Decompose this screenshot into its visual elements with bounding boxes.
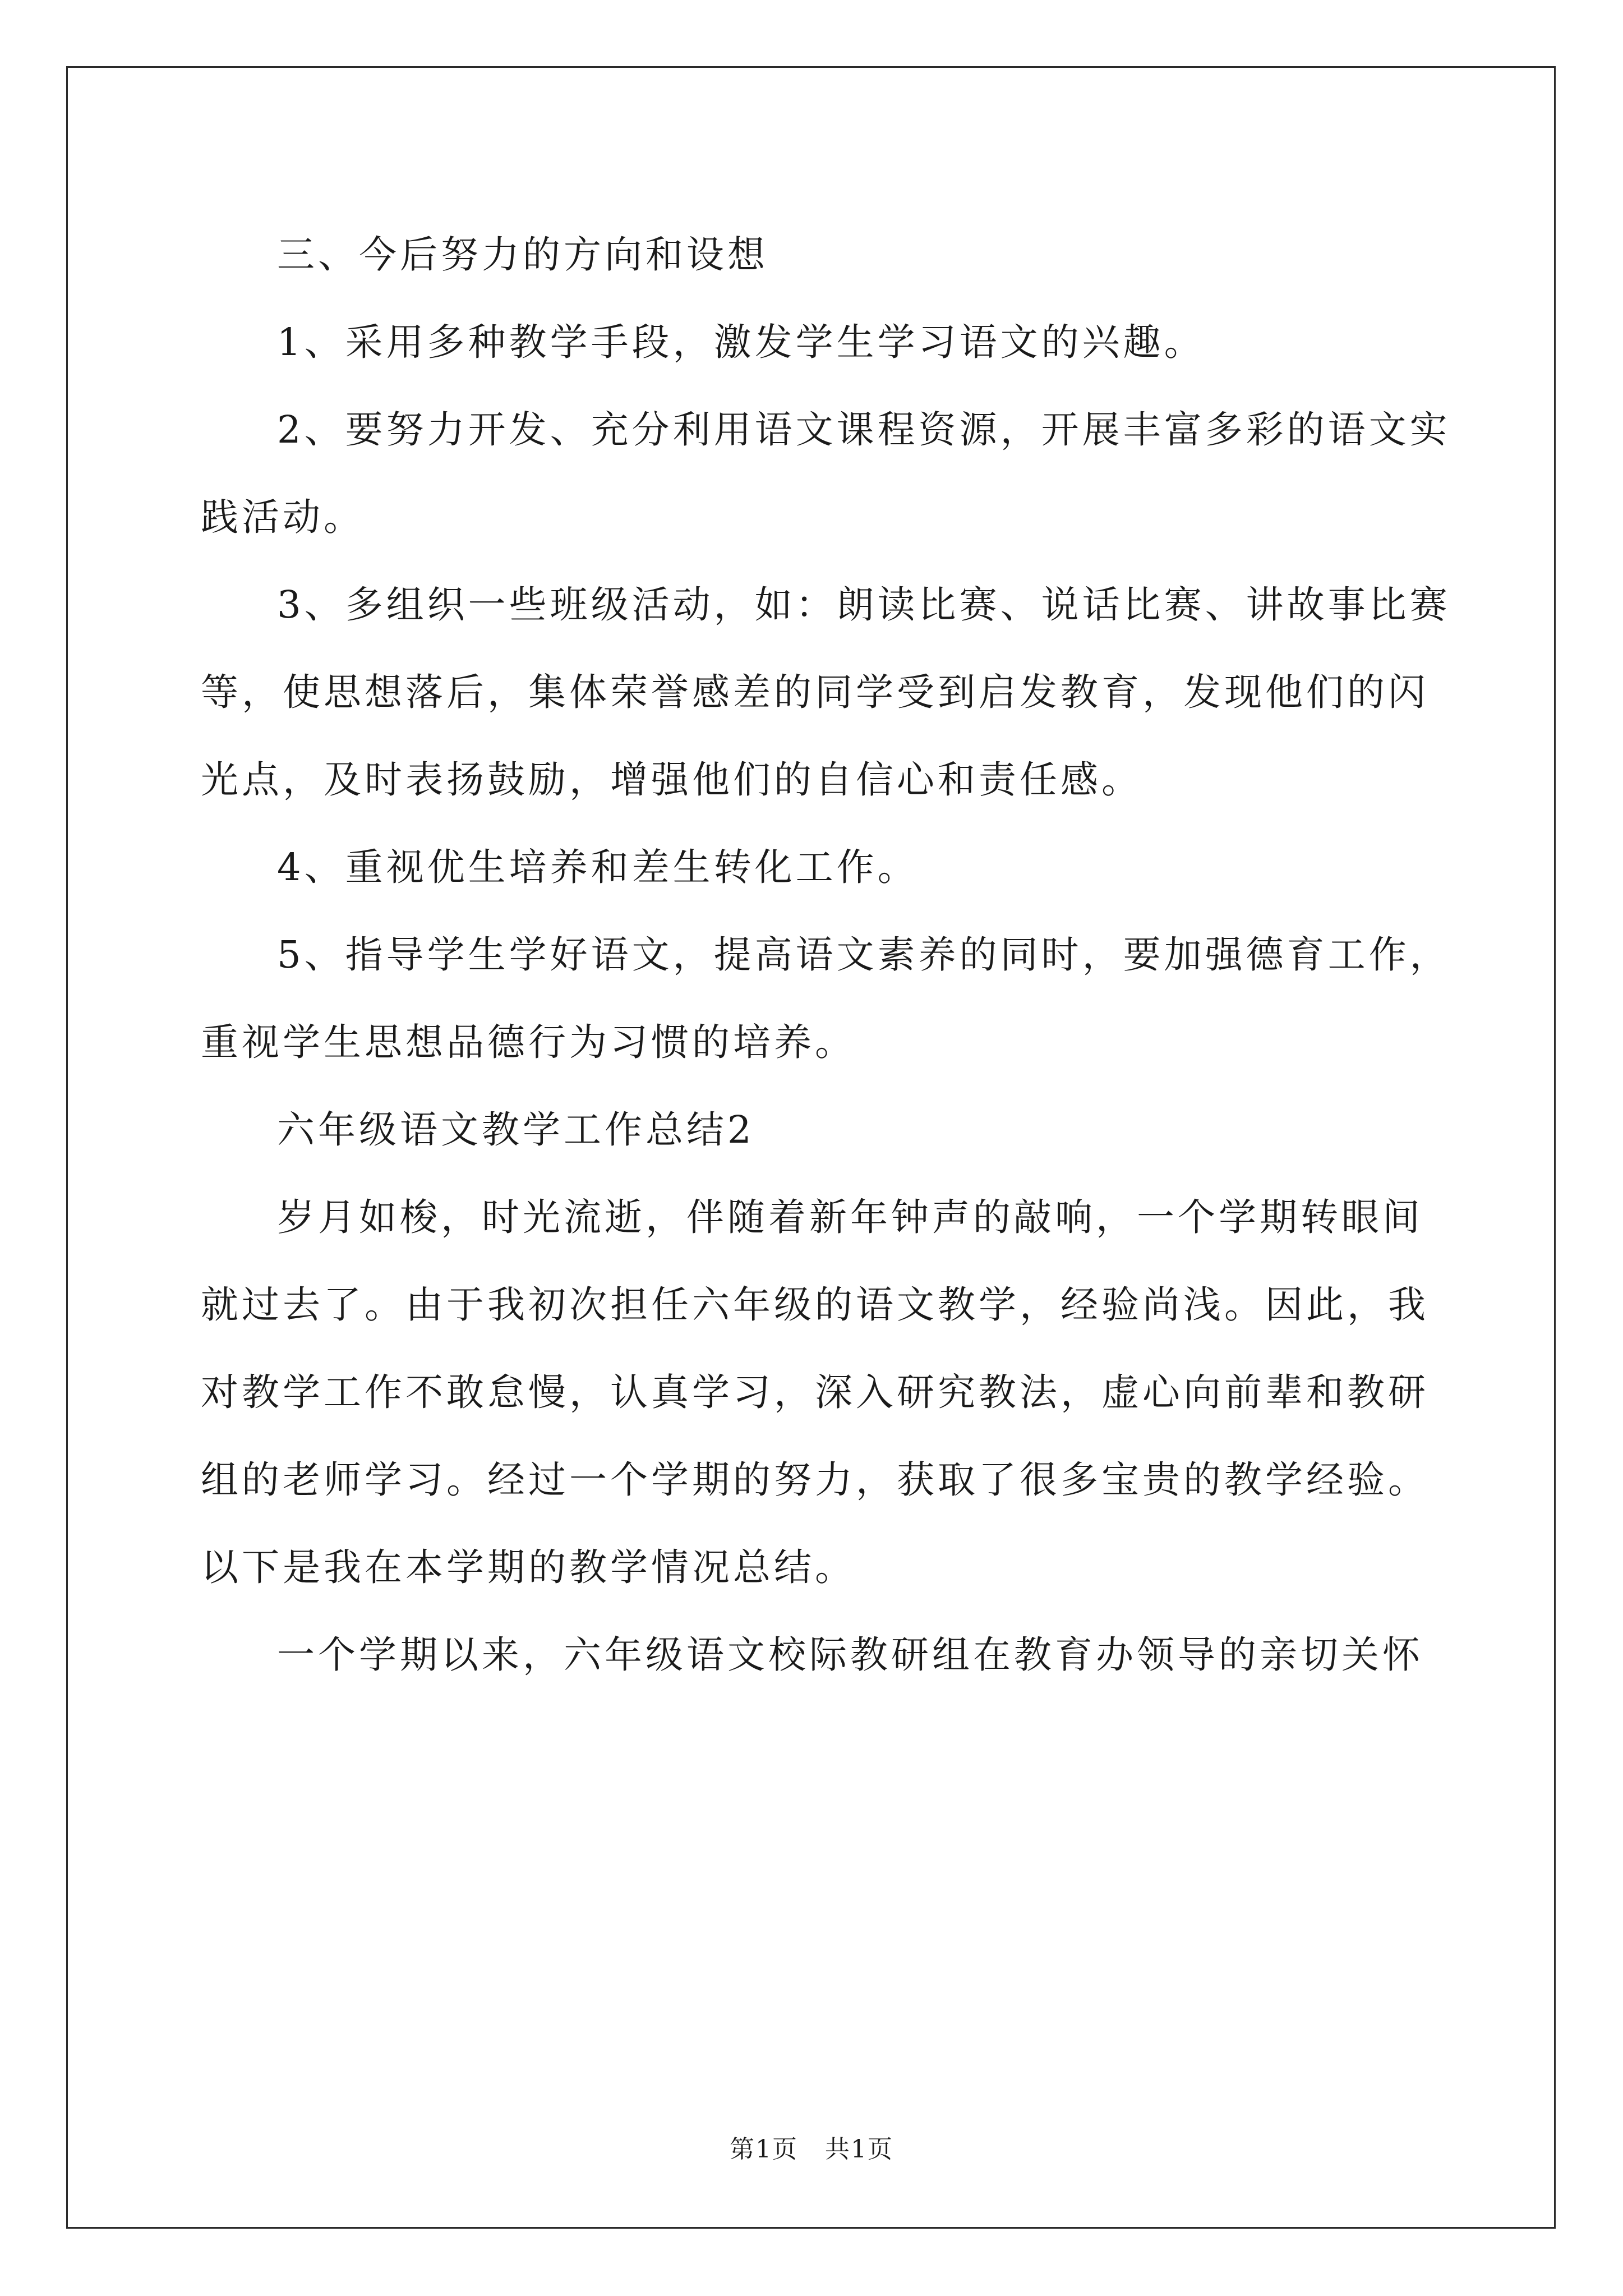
section-heading: 六年级语文教学工作总结2 [277,1108,755,1152]
line-8: 4、重视优生培养和差生转化工作。 [277,845,919,889]
line-2: 1、采用多种教学手段，激发学生学习语文的兴趣。 [277,320,1205,364]
line-14: 对教学工作不敢怠慢，认真学习，深入研究教法，虚心向前辈和教研 [201,1370,1429,1414]
document-body [201,211,1451,1699]
line-15: 组的老师学习。经过一个学期的努力，获取了很多宝贵的教学经验。 [201,1458,1429,1502]
line-5: 3、多组织一些班级活动，如：朗读比赛、说话比赛、讲故事比赛 [277,583,1451,627]
page-number-footer: 第1页 共1页 [730,2135,893,2164]
line-7: 光点，及时表扬鼓励，增强他们的自信心和责任感。 [201,758,1142,802]
line-4: 践活动。 [201,495,365,539]
line-6: 等，使思想落后，集体荣誉感差的同学受到启发教育，发现他们的闪 [201,670,1429,714]
line-17: 一个学期以来，六年级语文校际教研组在教育办领导的亲切关怀 [277,1633,1423,1677]
line-3: 2、要努力开发、充分利用语文课程资源，开展丰富多彩的语文实 [277,408,1451,452]
line-13: 就过去了。由于我初次担任六年级的语文教学，经验尚浅。因此，我 [201,1283,1429,1327]
line-12: 岁月如梭，时光流逝，伴随着新年钟声的敲响，一个学期转眼间 [277,1195,1423,1239]
line-9: 5、指导学生学好语文，提高语文素养的同时，要加强德育工作， [277,933,1451,977]
line-10: 重视学生思想品德行为习惯的培养。 [201,1020,856,1064]
line-1: 三、今后努力的方向和设想 [277,233,768,277]
line-16: 以下是我在本学期的教学情况总结。 [201,1545,856,1589]
